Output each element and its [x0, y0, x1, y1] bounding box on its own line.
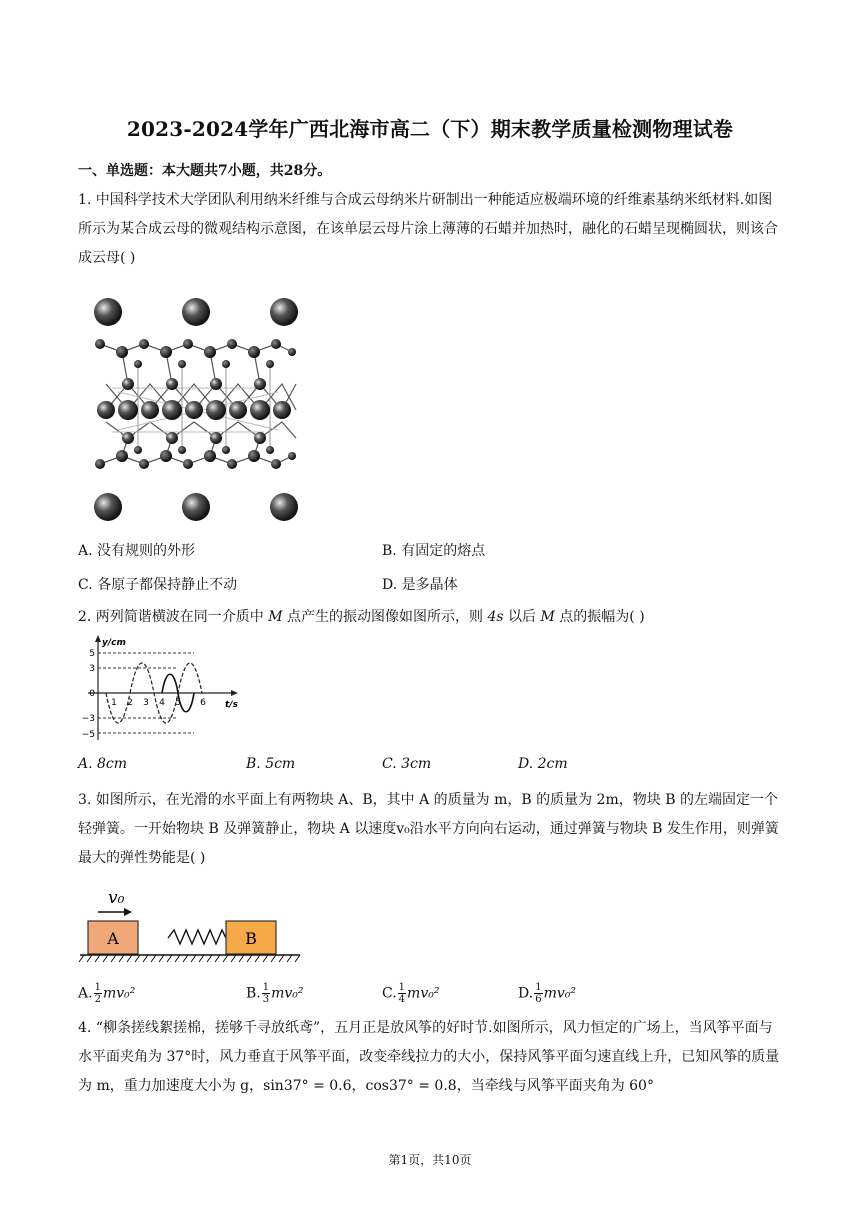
- spring-blocks-figure: [78, 886, 308, 966]
- q2-option-c[interactable]: C. 3cm: [382, 756, 432, 772]
- page-title: 2023-2024学年广西北海市高二（下）期末教学质量检测物理试卷: [126, 117, 734, 141]
- q3-option-d[interactable]: D. $\frac{1}{6}$ mv₀²: [518, 982, 576, 1005]
- y-tick-neg5: −5: [81, 730, 95, 740]
- velocity-label: v₀: [108, 888, 125, 908]
- y-tick-0: 0: [89, 689, 95, 699]
- y-tick-3: 3: [89, 664, 95, 674]
- q1-option-d[interactable]: D. 是多晶体: [382, 577, 458, 593]
- question-4-text: 4. “柳条搓线絮搓棉，搓够千寻放纸鸢”，五月正是放风筝的好时节.如图所示，风力恒定的广场上，当风筝平面与水平面夹角为 37°时，风力垂直于风筝平面，改变牵线拉力的大小，保持风筝平面匀速直线上升，已知风筝的质量为 m，重力加速度大小为 g，sin37° = 0.6，cos37° = 0.8，当牵线与风筝平面夹角为 60°: [78, 1020, 780, 1094]
- q2-option-a[interactable]: A. 8cm: [78, 756, 128, 772]
- x-tick-6: 6: [200, 698, 206, 708]
- x-tick-5: 5: [175, 698, 181, 708]
- q1-option-c[interactable]: C. 各原子都保持静止不动: [78, 577, 238, 593]
- mica-structure-figure: [78, 292, 308, 527]
- q3-option-b[interactable]: B. $\frac{1}{3}$ mv₀²: [246, 982, 304, 1005]
- q1-option-b[interactable]: B. 有固定的熔点: [382, 543, 486, 559]
- q3-option-c[interactable]: C. $\frac{1}{4}$ mv₀²: [382, 982, 440, 1005]
- block-b-label: B: [245, 929, 257, 948]
- spring: [168, 930, 226, 944]
- q2-option-d[interactable]: D. 2cm: [518, 756, 568, 772]
- y-tick-5: 5: [89, 649, 95, 659]
- x-tick-1: 1: [111, 698, 117, 708]
- section-heading: 一、单选题：本大题共7小题，共28分。: [78, 163, 332, 179]
- question-1-text: 1. 中国科学技术大学团队利用纳米纤维与合成云母纳米片研制出一种能适应极端环境的纤维素基纳米纸材料.如图所示为某合成云母的微观结构示意图，在该单层云母片涂上薄薄的石蜡并加热时，融化的石蜡呈现椭圆状，则该合成云母( ): [78, 192, 778, 266]
- page-footer: 第1页，共10页: [388, 1153, 472, 1167]
- x-tick-2: 2: [127, 698, 133, 708]
- block-a-label: A: [107, 929, 119, 948]
- question-2-text: 2. 两列简谐横波在同一介质中 M 点产生的振动图像如图所示，则 4s 以后 M 点的振幅为( ): [78, 609, 645, 625]
- x-axis-label: t/s: [225, 700, 238, 710]
- y-tick-neg3: −3: [81, 714, 95, 724]
- x-tick-4: 4: [159, 698, 165, 708]
- q2-option-b[interactable]: B. 5cm: [246, 756, 296, 772]
- y-axis-label: y/cm: [102, 638, 126, 648]
- x-tick-3: 3: [143, 698, 149, 708]
- vibration-graph: [78, 634, 243, 746]
- q1-option-a[interactable]: A. 没有规则的外形: [78, 543, 196, 559]
- q3-option-a[interactable]: A. $\frac{1}{2}$ mv₀²: [78, 982, 136, 1005]
- question-3-text: 3. 如图所示，在光滑的水平面上有两物块 A、B，其中 A 的质量为 m，B 的质量为 2m，物块 B 的左端固定一个轻弹簧。一开始物块 B 及弹簧静止，物块 A 以速度v₀沿水平方向向右运动，通过弹簧与物块 B 发生作用，则弹簧最大的弹性势能是( ): [78, 792, 779, 866]
